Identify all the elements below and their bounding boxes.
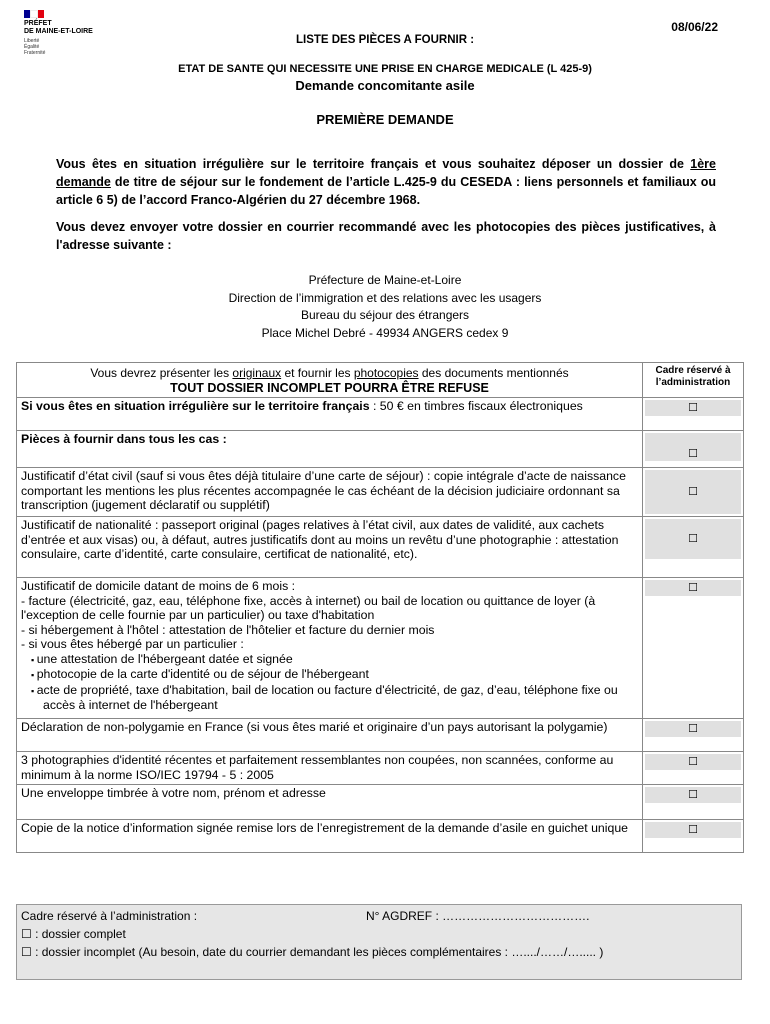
- table-row: Copie de la notice d’information signée remise lors de l’enregistrement de la demande d’asile en guichet unique ☐: [17, 820, 744, 853]
- table-header-row: [17, 363, 744, 398]
- address-line-4: Place Michel Debré - 49934 ANGERS cedex 9: [261, 325, 509, 340]
- complete-checkbox[interactable]: ☐ : dossier complet: [21, 927, 126, 941]
- subtitle: Demande concomitante asile: [295, 78, 475, 93]
- checkbox[interactable]: ☐: [645, 721, 741, 737]
- first-demand-link: 1ère demande: [56, 157, 716, 189]
- table-row: Déclaration de non-polygamie en France (si vous êtes marié et originaire d’un pays autorisant la polygamie) ☐: [17, 719, 744, 752]
- table-row: Justificatif de domicile datant de moins de 6 mois : - facture (électricité, gaz, eau, téléphone fixe, accès à internet) ou bail de location ou quittance de loyer (à l'exception de celle fournie par un particulier) ou taxe d'habitation - si hébergement à l'hôtel : attestation de l'hôtelier et facture du dernier mois - si vous êtes hébergé par un particulier : ▪ une attestation de l'hébergeant datée et signée ▪ photocopie de la carte d'identité ou de séjour de l'hébergeant ▪ acte de propriété, taxe d'habitation, bail de location ou facture d'électricité, de gaz, d’eau, téléphone fixe ou accès à internet de l'hébergeant ☐: [17, 578, 744, 719]
- logo-line2: DE MAINE-ET-LOIRE: [24, 28, 93, 35]
- document-date: 08/06/22: [671, 20, 718, 34]
- list-item: ▪ une attestation de l'hébergeant datée et signée: [43, 652, 638, 668]
- list-item: ▪ photocopie de la carte d'identité ou de séjour de l'hébergeant: [43, 667, 638, 683]
- checkbox[interactable]: ☐: [645, 470, 741, 514]
- table-row: Une enveloppe timbrée à votre nom, prénom et adresse ☐: [17, 785, 744, 820]
- admin-reserved-box: [16, 904, 742, 980]
- checkbox[interactable]: ☐: [645, 754, 741, 770]
- condition-title: ETAT DE SANTE QUI NECESSITE UNE PRISE EN CHARGE MEDICALE (L 425-9): [178, 63, 592, 75]
- checkbox[interactable]: ☐: [645, 580, 741, 596]
- table-header-instructions: Vous devrez présenter les originaux et fournir les photocopies des documents mentionnés: [90, 366, 569, 380]
- checkbox[interactable]: ☐: [645, 822, 741, 838]
- table-row: Pièces à fournir dans tous les cas : ☐: [17, 431, 744, 468]
- table-row: Si vous êtes en situation irrégulière sur le territoire français : 50 € en timbres fiscaux électroniques ☐: [17, 398, 744, 431]
- mailing-address: [0, 272, 770, 342]
- list-item: ▪ acte de propriété, taxe d'habitation, bail de location ou facture d'électricité, de gaz, d’eau, téléphone fixe ou accès à internet de l'hébergeant: [43, 683, 638, 713]
- agdref-field[interactable]: N° AGDREF : ……………………………….: [366, 909, 590, 923]
- checkbox[interactable]: ☐: [645, 519, 741, 559]
- table-row: Justificatif d’état civil (sauf si vous êtes déjà titulaire d’une carte de séjour) : copie intégrale d’acte de naissance comportant les mentions les plus récentes accompagnée le cas échéant de la décision judiciaire ordonnant sa transcription (jugement déclaratif ou supplétif) ☐: [17, 468, 744, 517]
- checkbox[interactable]: ☐: [645, 433, 741, 461]
- checkbox[interactable]: ☐: [645, 400, 741, 416]
- prefecture-logo: [24, 10, 124, 56]
- demand-type: PREMIÈRE DEMANDE: [316, 112, 454, 127]
- documents-table: [16, 362, 744, 853]
- logo-line1: PRÉFET: [24, 20, 52, 27]
- incomplete-checkbox[interactable]: ☐ : dossier incomplet (Au besoin, date du courrier demandant les pièces complémentaires : …..../……/…..... ): [21, 945, 604, 959]
- checkbox[interactable]: ☐: [645, 787, 741, 803]
- logo-motto: Liberté Égalité Fraternité: [24, 38, 46, 56]
- admin-column-header: Cadre réservé à l’administration: [655, 365, 731, 388]
- address-line-2: Direction de l’immigration et des relations avec les usagers: [228, 290, 542, 305]
- table-row: Justificatif de nationalité : passeport original (pages relatives à l’état civil, aux dates de validité, aux cachets d’entrée et aux visas) ou, à défaut, autres justificatifs dont au moins un revêtu d’une photographie : attestation consulaire, carte d’identité, carte consulaire, certificat de nationalité, etc). ☐: [17, 517, 744, 578]
- intro-paragraph-2: Vous devez envoyer votre dossier en courrier recommandé avec les photocopies des pièces justificatives, à l'adresse suivante :: [56, 220, 716, 252]
- intro-paragraph-1: Vous êtes en situation irrégulière sur le territoire français et vous souhaitez déposer un dossier de 1ère demande de titre de séjour sur le fondement de l’article L.425-9 du CESEDA : liens personnels et familiaux ou article 6 5) de l’accord Franco-Algérien du 27 décembre 1968.: [56, 157, 716, 207]
- table-row: 3 photographies d'identité récentes et parfaitement ressemblantes non coupées, non scannées, conforme au minimum à la norme ISO/IEC 19794 - 5 : 2005 ☐: [17, 752, 744, 785]
- table-header-warning: TOUT DOSSIER INCOMPLET POURRA ÊTRE REFUSE: [170, 380, 489, 395]
- admin-box-label: Cadre réservé à l’administration :: [21, 909, 198, 923]
- address-line-1: Préfecture de Maine-et-Loire: [308, 273, 462, 287]
- list-title: LISTE DES PIÈCES A FOURNIR :: [295, 34, 475, 46]
- address-line-3: Bureau du séjour des étrangers: [300, 308, 470, 322]
- french-flag-icon: [24, 10, 44, 18]
